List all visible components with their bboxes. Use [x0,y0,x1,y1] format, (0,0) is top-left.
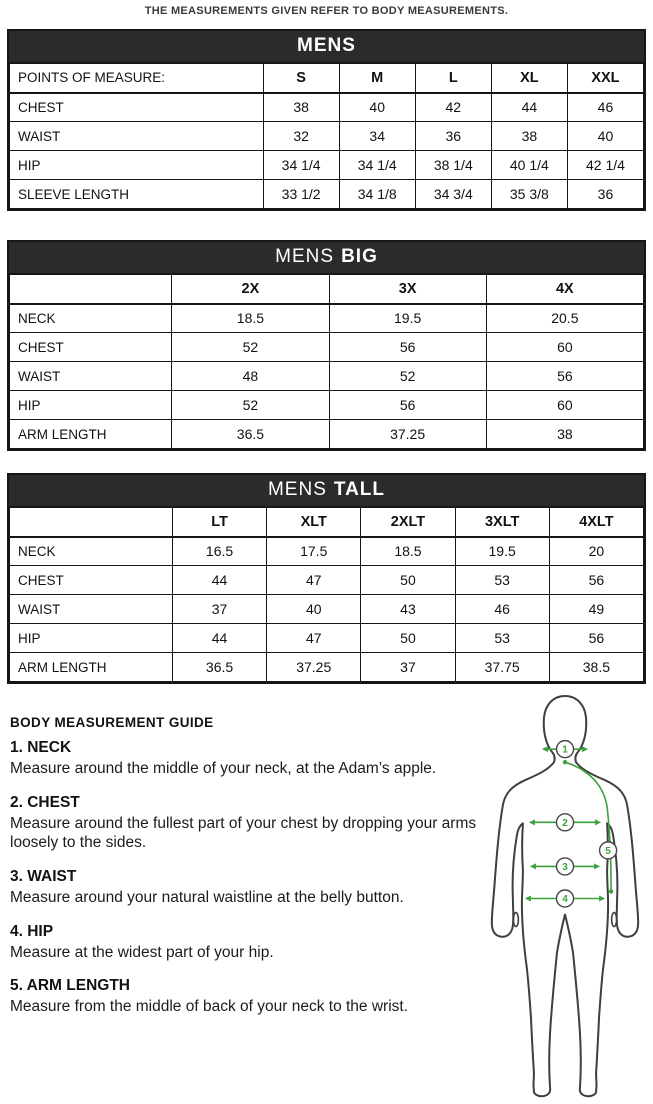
intro-note: THE MEASUREMENTS GIVEN REFER TO BODY MEASUREMENTS. [144,5,509,17]
row-label: HIP [10,151,264,180]
table-row-waist [10,122,644,151]
cell: 50 [361,624,455,653]
cell: 34 1/4 [263,151,339,180]
mens-big-title-accent: BIG [341,246,378,267]
cell: 53 [455,624,549,653]
table-row-chest [10,333,644,362]
guide-item-waist [10,868,481,908]
waist-arrow-left [530,863,536,869]
col-header-xlt: XLT [267,508,361,537]
cell: 43 [361,595,455,624]
mens-big-size-table [7,240,646,451]
hand-slit-right [612,913,617,927]
col-header-2x: 2X [172,275,329,304]
cell: 60 [486,391,643,420]
mens-big-table [9,274,644,449]
guide-item-text: Measure around the middle of your neck, at the Adam’s apple. [10,760,437,777]
cell: 52 [172,391,329,420]
guide-item-text: Measure at the widest part of your hip. [10,943,274,961]
table-row-hip [10,151,644,180]
guide-heading: BODY MEASUREMENT GUIDE [10,715,214,730]
col-header-lt: LT [172,508,266,537]
cell: 60 [486,333,643,362]
cell: 53 [455,566,549,595]
row-label: WAIST [10,595,173,624]
cell: 20 [549,537,643,566]
cell: 44 [172,566,266,595]
guide-item-chest [10,794,481,853]
marker-number-3: 3 [562,861,568,873]
table-row-arm-length [10,653,644,682]
mens-tall-title-accent: TALL [333,479,386,500]
col-header-3x: 3X [329,275,486,304]
row-label: CHEST [10,566,173,595]
cell: 40 [339,93,415,122]
col-header-2xlt: 2XLT [361,508,455,537]
cell: 18.5 [361,537,455,566]
chest-arrow-right [595,819,601,825]
mens-size-table [7,29,646,211]
marker-number-2: 2 [562,817,568,829]
cell: 46 [455,595,549,624]
mens-header-row [10,64,644,93]
cell: 36 [415,122,491,151]
table-row-arm-length [10,420,644,449]
marker-number-5: 5 [605,845,611,857]
table-row-hip [10,624,644,653]
table-row-chest [10,566,644,595]
hip-arrow-left [525,896,531,902]
cell: 17.5 [267,537,361,566]
cell: 40 1/4 [491,151,567,180]
row-label: CHEST [10,333,172,362]
cell: 47 [267,566,361,595]
cell: 35 3/8 [491,180,567,209]
cell: 36.5 [172,653,266,682]
measure-line-waist [530,858,600,875]
cell: 34 1/4 [339,151,415,180]
cell: 50 [361,566,455,595]
cell: 16.5 [172,537,266,566]
guide-item-title: 1. NECK [10,739,72,756]
mens-big-title-main: MENS [275,246,335,267]
cell: 32 [263,122,339,151]
guide-item-neck [10,739,481,779]
cell: 37.25 [267,653,361,682]
chest-arrow-left [529,819,535,825]
table-row-neck [10,304,644,333]
col-header-s: S [263,64,339,93]
hip-arrow-right [599,896,605,902]
body-figure-svg [477,692,653,1099]
col-header-4xlt: 4XLT [549,508,643,537]
measure-line-hip [525,890,605,907]
row-label: SLEEVE LENGTH [10,180,264,209]
cell: 19.5 [329,304,486,333]
table-row-waist [10,595,644,624]
guide-item-title: 5. ARM LENGTH [10,977,130,995]
cell: 36.5 [172,420,329,449]
cell: 44 [172,624,266,653]
empty-header-cell [10,275,172,304]
table-row-sleeve-length [10,180,644,209]
table-row-waist [10,362,644,391]
cell: 44 [491,93,567,122]
measure-line-chest [529,814,601,831]
row-label: NECK [10,537,173,566]
mens-tall-header-row [10,508,644,537]
cell: 46 [567,93,643,122]
cell: 34 3/4 [415,180,491,209]
cell: 34 1/8 [339,180,415,209]
body-measurement-guide [7,715,481,1017]
guide-item-title: 3. WAIST [10,868,77,886]
cell: 38 [486,420,643,449]
row-label: WAIST [10,122,264,151]
mens-tall-table [9,507,644,682]
marker-number-4: 4 [562,894,568,906]
mens-table [9,63,644,209]
points-of-measure-label: POINTS OF MEASURE: [10,64,264,93]
neck-arrow-right [582,746,588,752]
table-row-chest [10,93,644,122]
cell: 49 [549,595,643,624]
arm-line-end-dot [609,889,613,893]
cell: 33 1/2 [263,180,339,209]
empty-header-cell [10,508,173,537]
row-label: NECK [10,304,172,333]
guide-item-title: 4. HIP [10,922,54,940]
cell: 47 [267,624,361,653]
cell: 18.5 [172,304,329,333]
cell: 48 [172,362,329,391]
guide-item-text: Measure from the middle of back of your neck to the wrist. [10,998,409,1016]
body-figure [477,692,653,1099]
cell: 56 [329,333,486,362]
guide-item-title: 2. CHEST [10,793,80,811]
cell: 40 [567,122,643,151]
col-header-l: L [415,64,491,93]
col-header-3xlt: 3XLT [455,508,549,537]
guide-item-text: Measure around your natural waistline at the belly button. [10,889,404,907]
cell: 37 [172,595,266,624]
cell: 40 [267,595,361,624]
cell: 38 1/4 [415,151,491,180]
guide-item-arm-length [10,977,481,1017]
measure-line-neck [542,741,588,758]
spacer [7,211,646,240]
guide-item-text: Measure around the fullest part of your chest by dropping your arms loosely to the sides. [10,814,477,852]
col-header-xxl: XXL [567,64,643,93]
cell: 34 [339,122,415,151]
row-label: CHEST [10,93,264,122]
cell: 38 [263,93,339,122]
col-header-4x: 4X [486,275,643,304]
marker-number-1: 1 [562,744,568,756]
neck-arrow-left [542,746,548,752]
mens-big-table-title [9,242,644,274]
spacer [7,451,646,473]
cell: 36 [567,180,643,209]
table-row-hip [10,391,644,420]
mens-title-text: MENS [297,35,356,56]
cell: 38 [491,122,567,151]
mens-tall-title-main: MENS [267,479,327,500]
row-label: HIP [10,391,172,420]
cell: 56 [549,624,643,653]
row-label: WAIST [10,362,172,391]
col-header-m: M [339,64,415,93]
cell: 42 1/4 [567,151,643,180]
row-label: ARM LENGTH [10,420,172,449]
cell: 37.75 [455,653,549,682]
col-header-xl: XL [491,64,567,93]
cell: 56 [549,566,643,595]
cell: 52 [172,333,329,362]
row-label: HIP [10,624,173,653]
waist-arrow-right [594,863,600,869]
hand-slit-left [513,913,518,927]
cell: 42 [415,93,491,122]
cell: 20.5 [486,304,643,333]
cell: 37 [361,653,455,682]
cell: 19.5 [455,537,549,566]
cell: 52 [329,362,486,391]
mens-tall-size-table [7,473,646,684]
table-row-neck [10,537,644,566]
mens-tall-table-title [9,475,644,507]
cell: 38.5 [549,653,643,682]
guide-item-hip [10,923,481,963]
row-label: ARM LENGTH [10,653,173,682]
cell: 37.25 [329,420,486,449]
mens-big-header-row [10,275,644,304]
cell: 56 [486,362,643,391]
mens-table-title [9,31,644,63]
cell: 56 [329,391,486,420]
